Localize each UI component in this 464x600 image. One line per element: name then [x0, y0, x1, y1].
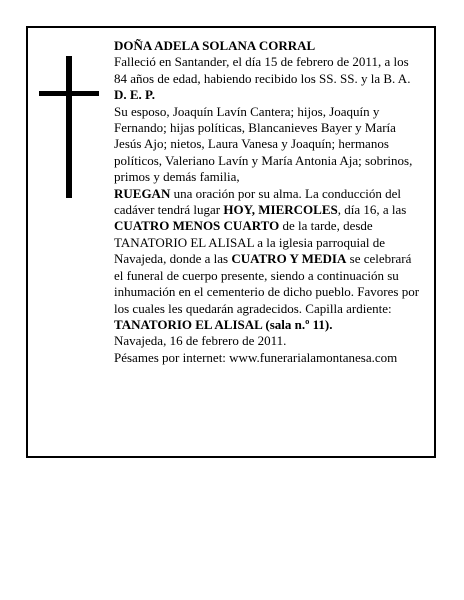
procession-time: CUATRO MENOS CUARTO [114, 218, 280, 234]
obituary-notice [26, 26, 436, 458]
notice-text [114, 38, 420, 366]
deceased-name: DOÑA ADELA SOLANA CORRAL [114, 38, 316, 53]
cross-vertical-bar [66, 56, 72, 198]
rip-line: D. E. P. [114, 87, 156, 103]
funeral-text-2: , día 16, a las [337, 202, 407, 218]
place-date: Navajeda, 16 de febrero de 2011. [114, 333, 287, 349]
cross-horizontal-bar [39, 91, 99, 96]
funeral-day: HOY, MIERCOLES [223, 202, 338, 218]
cross-icon [39, 56, 99, 198]
funeral-time: CUATRO Y MEDIA [231, 251, 347, 267]
funeral-text-4: se celebrará el funeral de cuerpo presente, siendo a continuación su inhumación en el cementerio de dicho pueblo. Favores por los cuales les quedarán agradecidos. Capilla ardiente: [114, 251, 420, 316]
funeral-details [114, 186, 420, 334]
ruegan-keyword: RUEGAN [114, 185, 171, 201]
funeral-text-1: una oración por su alma. La conducción del cadáver tendrá lugar [114, 185, 402, 218]
condolences-line: Pésames por internet: www.funerarialamontanesa.com [114, 349, 398, 365]
family-list: Su esposo, Joaquín Lavín Cantera; hijos, Joaquín y Fernando; hijas políticas, Blancanieves Bayer y María Jesús Ajo; nietos, Laura Vanesa y Joaquín; hermanos políticos, Valeriano Lavín y María Antonia Aja; sobrinos, primos y demás familia, [114, 103, 413, 185]
death-announcement: Falleció en Santander, el día 15 de febrero de 2011, a los 84 años de edad, habiendo recibido los SS. SS. y la B. A. [114, 54, 411, 86]
chapel-location: TANATORIO EL ALISAL (sala n.º 11). [114, 316, 333, 332]
funeral-text-3: de la tarde, desde TANATORIO EL ALISAL a la iglesia parroquial de Navajeda, donde a las [114, 218, 386, 267]
